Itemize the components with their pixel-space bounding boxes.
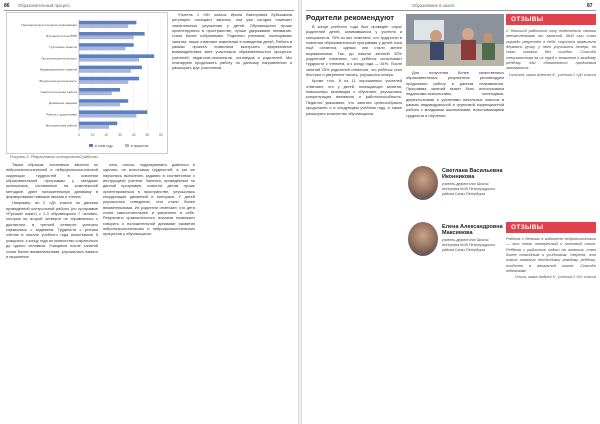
paragraph: Для получения более качественных образовательных результатов рекомендуем продолжить работу в данном направлении. Программа занятий может быть использована педагогами-психологами, логопедами, дефектологами и учителями начальных классов в рамках индивидуальной и групповой коррекционной работы с младшими школьниками, испытывающими трудности в обучении. — [406, 70, 504, 118]
x-tick-label: 10 — [90, 133, 95, 137]
category-label: Методическая работа — [45, 123, 77, 128]
reviews-heading: ОТЗЫВЫ — [506, 222, 596, 233]
bar — [79, 47, 125, 51]
category-label: Внеурочная деятельность — [39, 78, 77, 83]
bar — [79, 21, 136, 25]
bar — [79, 36, 134, 40]
bar — [79, 58, 139, 62]
right-page — [302, 0, 600, 424]
bar — [79, 125, 109, 129]
classroom-photo-image — [406, 14, 504, 66]
paragraph: Учитель 1 «В» класса Ирина Викторовна Кубышкина регулярно посещает занятия, она уже сегодня отмечает значительные улучшения у детей. Обучающиеся лучше ориентируются в пространстве, лучше удерживают внимание, стали более собранными. Родители учеников, посещавших занятия, также отмечают изменения в поведении детей. Работа в рамках проекта позволила выстроить эффективное взаимодействие всех участников образовательного процесса: учителей, педагогов-психологов, логопедов и родителей. Мы планируем продолжить работу по данному направлению и расширить круг участников. — [172, 12, 292, 71]
category-label: Изучение итогов ВПР — [46, 34, 77, 38]
left-page — [0, 0, 298, 424]
author-block-2 — [442, 224, 504, 252]
author-avatar-1 — [408, 166, 438, 200]
paragraph: Кроме того, 8 из 11 опрошенных учителей отмечают, что у детей, посещающих занятия, повысилась мотивация к обучению, улучшилась концентрация внимания и работоспособность. Педагоги указывают, что занятия целесообразно продолжить и в следующем учебном году, а также расширить количество обучающихся. — [306, 78, 402, 116]
text-column-3 — [172, 12, 292, 157]
category-label: Работа с родителями — [46, 112, 77, 117]
section-title: Родители рекомендуют — [306, 13, 395, 22]
review-text: С большой радостью хочу поделиться своими впечатлениями от занятий. Мой сын стал гораздо увереннее в себе, научился правильно держать ручку, у него улучшился почерк, он стал читать без ошибок. Спасибо специалистам за их труд и внимание к каждому ребёнку. Мы обязательно продолжим заниматься. — [506, 28, 596, 71]
text-column-1 — [306, 24, 402, 420]
category-label: Индивидуальные занятия — [39, 67, 77, 72]
category-label: Групповые занятия — [49, 45, 77, 50]
author-block-1 — [442, 168, 504, 196]
legend-label: в этом году — [95, 144, 113, 148]
text-column-2 — [103, 162, 195, 420]
page-number: 86 — [4, 3, 10, 9]
bar — [79, 80, 128, 84]
x-tick-label: 30 — [118, 133, 122, 137]
bar — [79, 54, 154, 58]
bar-chart — [6, 12, 168, 154]
category-label: Самостоятельная работа — [40, 90, 77, 94]
bar — [79, 88, 120, 92]
author-name: Елена Александровна Максимова — [442, 224, 503, 237]
running-head: Образование в школе — [412, 3, 455, 8]
review-signature: Татьяна, мама Алексея К., ученика 2 «Д» класса — [508, 72, 596, 77]
paragraph: В конце учебного года был проведён опрос родителей детей, занимавшихся у учителя и специалиста. 78% из них отметили, что трудности в освоении образовательной программы у детей пока ещё остаются, однако они стали менее выраженными. Так, до начала занятий 52% родителей отмечали, что ребёнок испытывает трудности с чтением, а к концу года — 34%. После занятий 25% родителей отметили, что ребёнок стал быстрее и увереннее писать, улучшился почерк. — [306, 24, 402, 78]
author-name: Светлана Васильевна Иконникова — [442, 168, 503, 181]
paragraph: Например, во 2 «Д» классе по данным проведённой контрольной работы (по программе «Русский язык») с 2-3 обучающихся 7 человек, которые во второй четверти не справлялись с диктантом, в третьей четверти успешно справились с заданием. Трудности с устным счётом в начале учебного года испытывали 5 учащихся, к концу года их количество сократилось до одного человека. Учащиеся после занятий стали более внимательными, улучшилась память и мышление. — [6, 200, 98, 259]
bar — [79, 66, 142, 70]
review-2 — [506, 236, 596, 281]
category-label: Периодическое изучение информации — [21, 22, 77, 27]
review-1 — [506, 28, 596, 78]
category-label: Домашние задания — [49, 101, 77, 106]
page-number: 87 — [587, 3, 593, 9]
bar — [79, 103, 120, 107]
legend-label: в прошлом — [131, 144, 149, 148]
bar — [79, 77, 139, 81]
review-text: Работа с детьми в кабинете нейропсихологии — это очень интересный и полезный опыт. Ребёнок с радостью ходит на занятия, стал более спокойным и усидчивым. Уверена, что такие занятия необходимы каждому ребёнку, особенно в начальной школе. Спасибо педагогам! — [506, 236, 596, 274]
author-role: учитель-дефектолог Школы интерната №49 Петроградского района Санкт-Петербурга — [442, 182, 496, 196]
text-column-2 — [406, 70, 504, 158]
bar — [79, 110, 147, 114]
legend-swatch — [89, 144, 93, 147]
x-tick-label: 60 — [159, 133, 163, 137]
bar — [79, 69, 131, 73]
header-rule — [306, 10, 596, 11]
paragraph: Таким образом, системные занятия по нейропсихологической и нейрофизиологической коррекции трудностей в освоении образовательной программы у младших школьников, основанные на комплексной методике, дают положительную динамику в формировании навыков письма и чтения. — [6, 162, 98, 200]
bar — [79, 114, 136, 118]
review-signature: Ольга, мама Андрея К., ученика 2 «Б» класса — [514, 275, 596, 280]
bar — [79, 99, 128, 103]
reviews-heading: ОТЗЫВЫ — [506, 14, 596, 25]
x-tick-label: 40 — [131, 133, 136, 137]
author-avatar-2 — [408, 222, 438, 256]
text-column-1 — [6, 162, 98, 420]
legend-swatch — [125, 144, 129, 147]
classroom-photo — [406, 14, 504, 66]
x-tick-label: 20 — [104, 133, 109, 137]
bar — [79, 122, 117, 126]
header-rule — [4, 10, 294, 11]
bar — [79, 24, 128, 28]
bar — [79, 92, 112, 96]
bar — [79, 43, 134, 47]
category-label: Проектная деятельность — [41, 56, 77, 61]
x-tick-label: 0 — [78, 133, 80, 137]
paragraph: лать, голось, подразумевать, давиться и сделать, не испытывая трудностей, а так же научились выполнять задания в соответствии с инструкцией учителя. Занятия, проведённые по данной программе, помогли детям лучше ориентироваться в пространстве, улучшилась координация движений и моторика. У детей улучшилось поведение, они стали более внимательными. Их родители отмечают, что дети стали самостоятельнее и увереннее в себе. Результаты сравнительного анализа позволяют говорить о положительной динамике развития нейропсихологических и нейрофизиологических процессов у обучающихся. — [103, 162, 195, 237]
figure-caption: Рисунок 2. Результаты контрольной работы — [10, 154, 98, 159]
author-role: учитель-дефектолог Школы интерната №49 Петроградского района Санкт-Петербурга — [442, 238, 496, 252]
chart-svg — [7, 13, 167, 153]
x-tick-label: 50 — [145, 133, 150, 137]
bar — [79, 32, 145, 36]
running-head: Образовательный процесс — [18, 3, 71, 8]
